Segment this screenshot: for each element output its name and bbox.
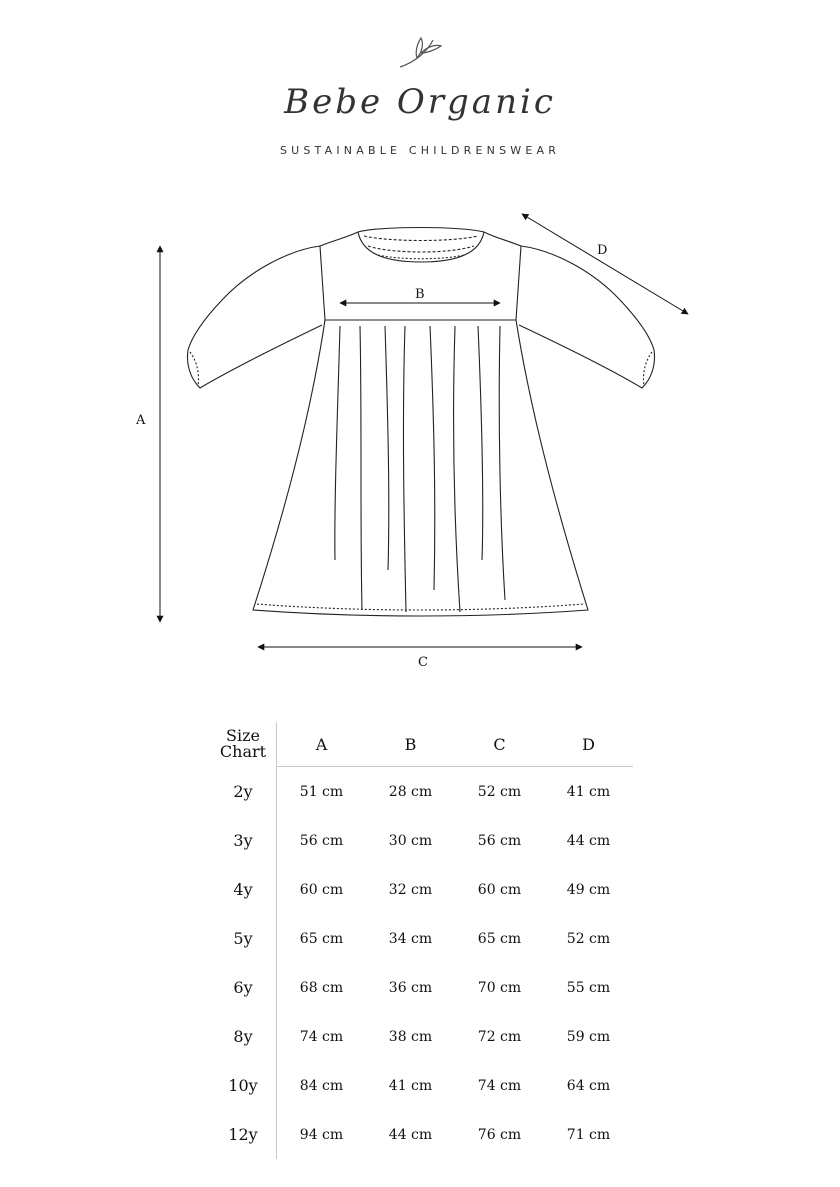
size-chart-table [210, 722, 633, 1159]
size-chart-header-line2: Chart [219, 742, 267, 762]
value-cell: 65 cm [299, 930, 344, 947]
value-cell: 56 cm [477, 832, 522, 849]
value-cell: 38 cm [388, 1028, 433, 1045]
value-cell: 51 cm [299, 783, 344, 800]
size-cell: 12y [210, 1110, 277, 1159]
label-a: A [136, 413, 146, 428]
value-cell: 30 cm [388, 832, 433, 849]
value-cell: 49 cm [566, 881, 611, 898]
value-cell: 34 cm [388, 930, 433, 947]
value-cell: 64 cm [566, 1077, 611, 1094]
value-cell: 72 cm [477, 1028, 522, 1045]
value-cell: 74 cm [299, 1028, 344, 1045]
value-cell: 74 cm [477, 1077, 522, 1094]
size-chart-header [210, 722, 277, 767]
value-cell: 32 cm [388, 881, 433, 898]
value-cell: 36 cm [388, 979, 433, 996]
size-cell: 8y [210, 1012, 277, 1061]
table-row [210, 1110, 633, 1159]
value-cell: 41 cm [388, 1077, 433, 1094]
value-cell: 52 cm [566, 930, 611, 947]
size-cell: 4y [210, 865, 277, 914]
table-row [210, 1012, 633, 1061]
table-row [210, 816, 633, 865]
value-cell: 84 cm [299, 1077, 344, 1094]
label-b: B [415, 287, 425, 302]
value-cell: 28 cm [388, 783, 433, 800]
brand-name: Bebe Organic [284, 82, 556, 122]
table-row [210, 865, 633, 914]
value-cell: 60 cm [299, 881, 344, 898]
value-cell: 41 cm [566, 783, 611, 800]
value-cell: 52 cm [477, 783, 522, 800]
value-cell: 68 cm [299, 979, 344, 996]
dress-illustration-icon [188, 228, 655, 617]
table-row [210, 963, 633, 1012]
value-cell: 55 cm [566, 979, 611, 996]
label-c: C [418, 655, 428, 670]
size-chart-header-line1: Size [226, 726, 260, 746]
value-cell: 44 cm [566, 832, 611, 849]
value-cell: 59 cm [566, 1028, 611, 1045]
size-cell: 10y [210, 1061, 277, 1110]
size-cell: 3y [210, 816, 277, 865]
size-cell: 2y [210, 767, 277, 817]
value-cell: 76 cm [477, 1126, 522, 1143]
value-cell: 70 cm [477, 979, 522, 996]
column-header-c: C [455, 722, 544, 767]
brand-tagline: SUSTAINABLE CHILDRENSWEAR [279, 144, 561, 157]
size-cell: 5y [210, 914, 277, 963]
value-cell: 94 cm [299, 1126, 344, 1143]
value-cell: 56 cm [299, 832, 344, 849]
table-row [210, 1061, 633, 1110]
value-cell: 65 cm [477, 930, 522, 947]
size-cell: 6y [210, 963, 277, 1012]
table-row [210, 914, 633, 963]
column-header-b: B [366, 722, 455, 767]
value-cell: 44 cm [388, 1126, 433, 1143]
column-header-a: A [277, 722, 367, 767]
column-header-d: D [544, 722, 633, 767]
table-header-row [210, 722, 633, 767]
table-row [210, 767, 633, 817]
value-cell: 60 cm [477, 881, 522, 898]
value-cell: 71 cm [566, 1126, 611, 1143]
label-d: D [597, 243, 608, 258]
